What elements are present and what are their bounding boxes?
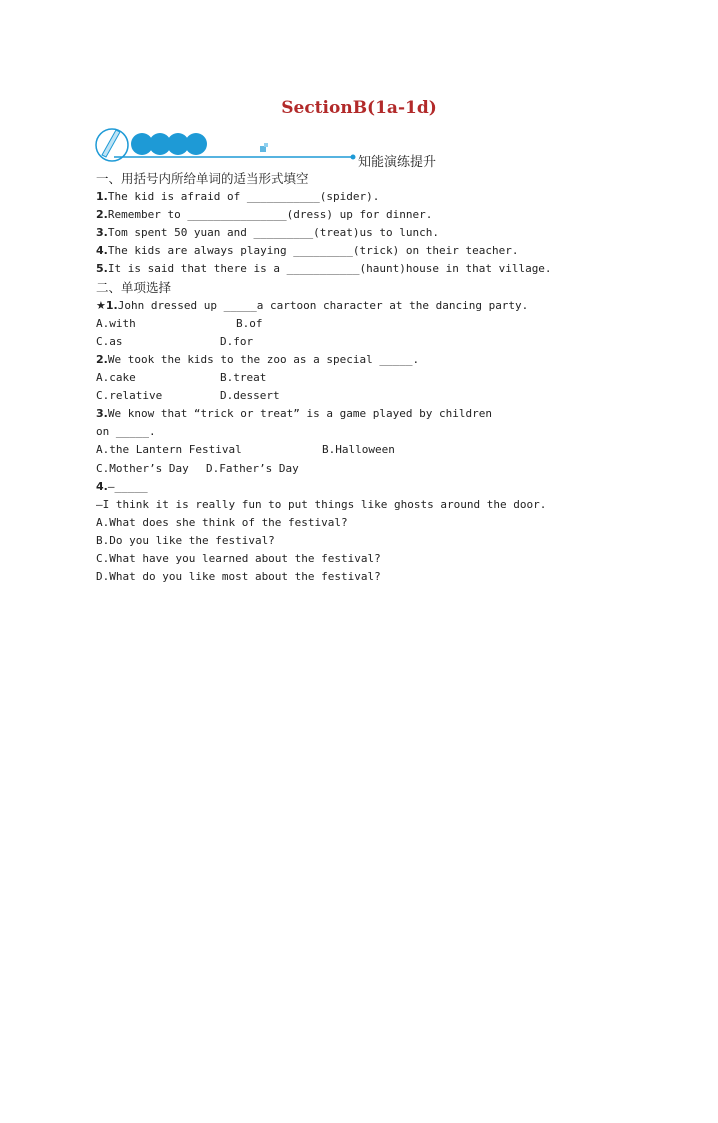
- part1-item: 4.The kids are always playing _________(trick) on their teacher.: [96, 244, 519, 258]
- option: C.What have you learned about the festival?: [96, 551, 381, 565]
- option: B.Halloween: [322, 443, 395, 457]
- part1-item: 3.Tom spent 50 yuan and _________(treat)us to lunch.: [96, 226, 439, 240]
- option: D.for: [220, 334, 254, 348]
- option: A.cake: [96, 371, 136, 385]
- question-4: 4.—_____: [96, 479, 148, 493]
- worksheet-content: [96, 170, 596, 586]
- question-1: ★1.John dressed up _____a cartoon character at the dancing party.: [96, 298, 529, 312]
- question-3-cont: on _____.: [96, 425, 156, 439]
- part1-item: 5.It is said that there is a ___________(haunt)house in that village.: [96, 262, 552, 276]
- option: D.Father’s Day: [206, 461, 299, 475]
- page-title: SectionB(1a-1d): [281, 98, 437, 118]
- part1-item: 1.The kid is afraid of ___________(spider).: [96, 190, 380, 204]
- option: B.of: [236, 316, 263, 330]
- options-row: [96, 441, 596, 459]
- option: C.as: [96, 334, 123, 348]
- options-row: [96, 369, 596, 387]
- options-row: [96, 333, 596, 351]
- question-2: 2.We took the kids to the zoo as a special _____.: [96, 352, 420, 366]
- option: C.Mother’s Day: [96, 461, 189, 475]
- option: B.Do you like the festival?: [96, 533, 275, 547]
- part1-item: 2.Remember to _______________(dress) up for dinner.: [96, 208, 433, 222]
- options-row: [96, 315, 596, 333]
- option: A.What does she think of the festival?: [96, 515, 348, 529]
- option: D.dessert: [220, 389, 280, 403]
- question-4-cont: —I think it is really fun to put things like ghosts around the door.: [96, 497, 547, 511]
- options-row: [96, 460, 596, 478]
- part2-heading: 二、单项选择: [96, 279, 172, 295]
- option: A.with: [96, 316, 136, 330]
- option: B.treat: [220, 371, 267, 385]
- options-row: [96, 387, 596, 405]
- part1-heading: 一、用括号内所给单词的适当形式填空: [96, 171, 309, 186]
- option: A.the Lantern Festival: [96, 443, 242, 457]
- banner-label: 知能演练提升: [358, 155, 437, 170]
- option: C.relative: [96, 389, 163, 403]
- question-3: 3.We know that “trick or treat” is a game played by children: [96, 407, 492, 421]
- option: D.What do you like most about the festival?: [96, 570, 381, 584]
